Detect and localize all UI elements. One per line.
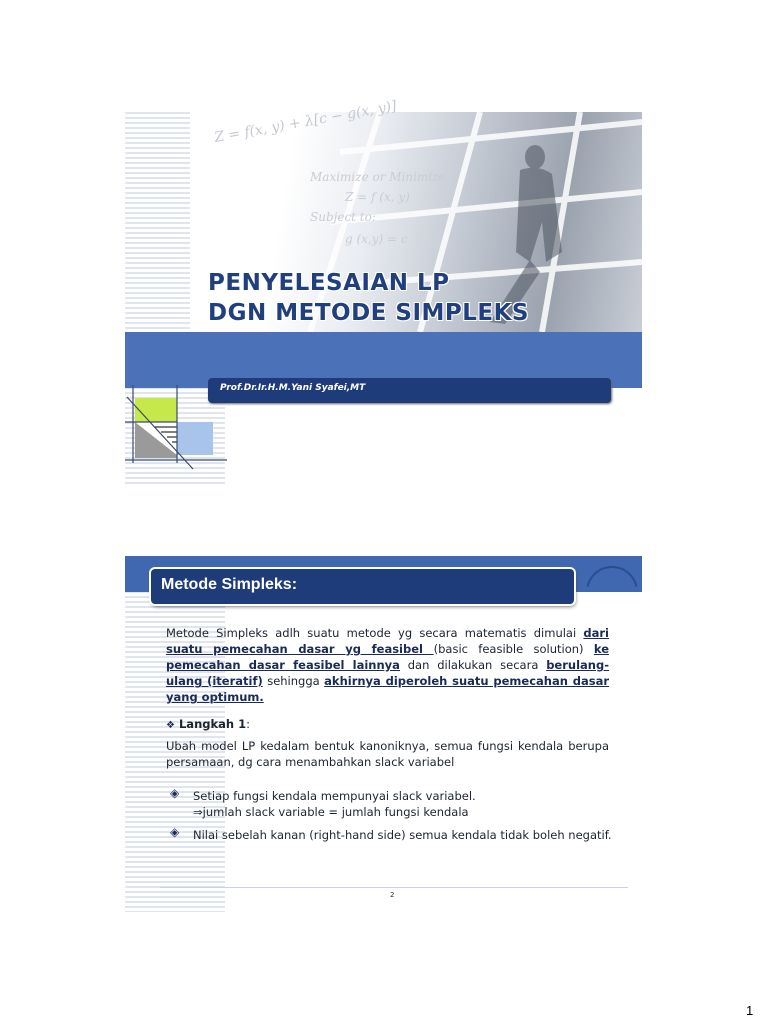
decorative-stripes xyxy=(125,556,225,912)
diamond-bullet-icon: ◈ xyxy=(170,786,180,800)
text-run: (basic feasible solution) xyxy=(433,642,594,656)
slide-header: Metode Simpleks: xyxy=(161,576,298,593)
slide-header-box xyxy=(151,569,574,604)
highlight-text: dari suatu pemecahan dasar yg feasibel xyxy=(166,626,609,656)
text-run: dan dilakukan secara xyxy=(399,658,547,672)
formula-line: Maximize or Minimize xyxy=(310,170,446,184)
footer-rule xyxy=(160,887,628,888)
slide-title-line1: PENYELESAIAN LP xyxy=(208,270,450,296)
formula-line: Subject to: xyxy=(310,210,376,224)
bullet-text: Setiap fungsi kendala mempunyai slack variabel. xyxy=(193,789,476,803)
slide-number: 2 xyxy=(390,891,395,899)
implies-arrow-icon: ⇒ xyxy=(193,805,203,819)
step-colon: : xyxy=(246,717,250,731)
step-label: Langkah 1 xyxy=(178,717,247,731)
step-heading xyxy=(166,716,250,734)
bullet-subtext-label: jumlah slack variable = jumlah fungsi kendala xyxy=(202,805,469,819)
bullet-subtext xyxy=(193,804,469,820)
author-name: Prof.Dr.Ir.H.M.Yani Syafei,MT xyxy=(220,383,366,393)
intro-paragraph xyxy=(166,625,609,705)
highlight-text: akhirnya diperoleh suatu pemecahan dasar yang optimum. xyxy=(166,674,610,704)
diamond-bullet-icon: ❖ xyxy=(166,720,175,731)
highlight-text: ke pemecahan dasar feasibel lainnya xyxy=(166,642,609,672)
formula-line: g (x,y) = c xyxy=(345,232,408,246)
feasible-region-graphic xyxy=(125,385,230,480)
formula-line: Z = f (x, y) xyxy=(345,190,410,204)
background-formula: Z = f(x, y) + λ[c − g(x, y)] xyxy=(213,98,398,146)
decorative-arc xyxy=(586,566,638,618)
slide-title-line2: DGN METODE SIMPLEKS xyxy=(208,300,529,326)
step-paragraph: Ubah model LP kedalam bentuk kanoniknya, semua fungsi kendala berupa persamaan, dg cara menambahkan slack variabel xyxy=(166,739,609,769)
building-frame-graphic xyxy=(190,112,642,332)
page-number: 1 xyxy=(746,1003,754,1018)
header-photo xyxy=(190,112,642,332)
bullet-text: Nilai sebelah kanan (right-hand side) semua kendala tidak boleh negatif. xyxy=(193,828,612,842)
highlight-text: berulang-ulang (iteratif) xyxy=(166,658,609,688)
diamond-bullet-icon: ◈ xyxy=(170,825,180,839)
text-run: Metode Simpleks adlh suatu metode yg secara matematis dimulai xyxy=(166,626,584,640)
author-bar xyxy=(208,378,611,403)
text-run: sehingga xyxy=(262,674,325,688)
